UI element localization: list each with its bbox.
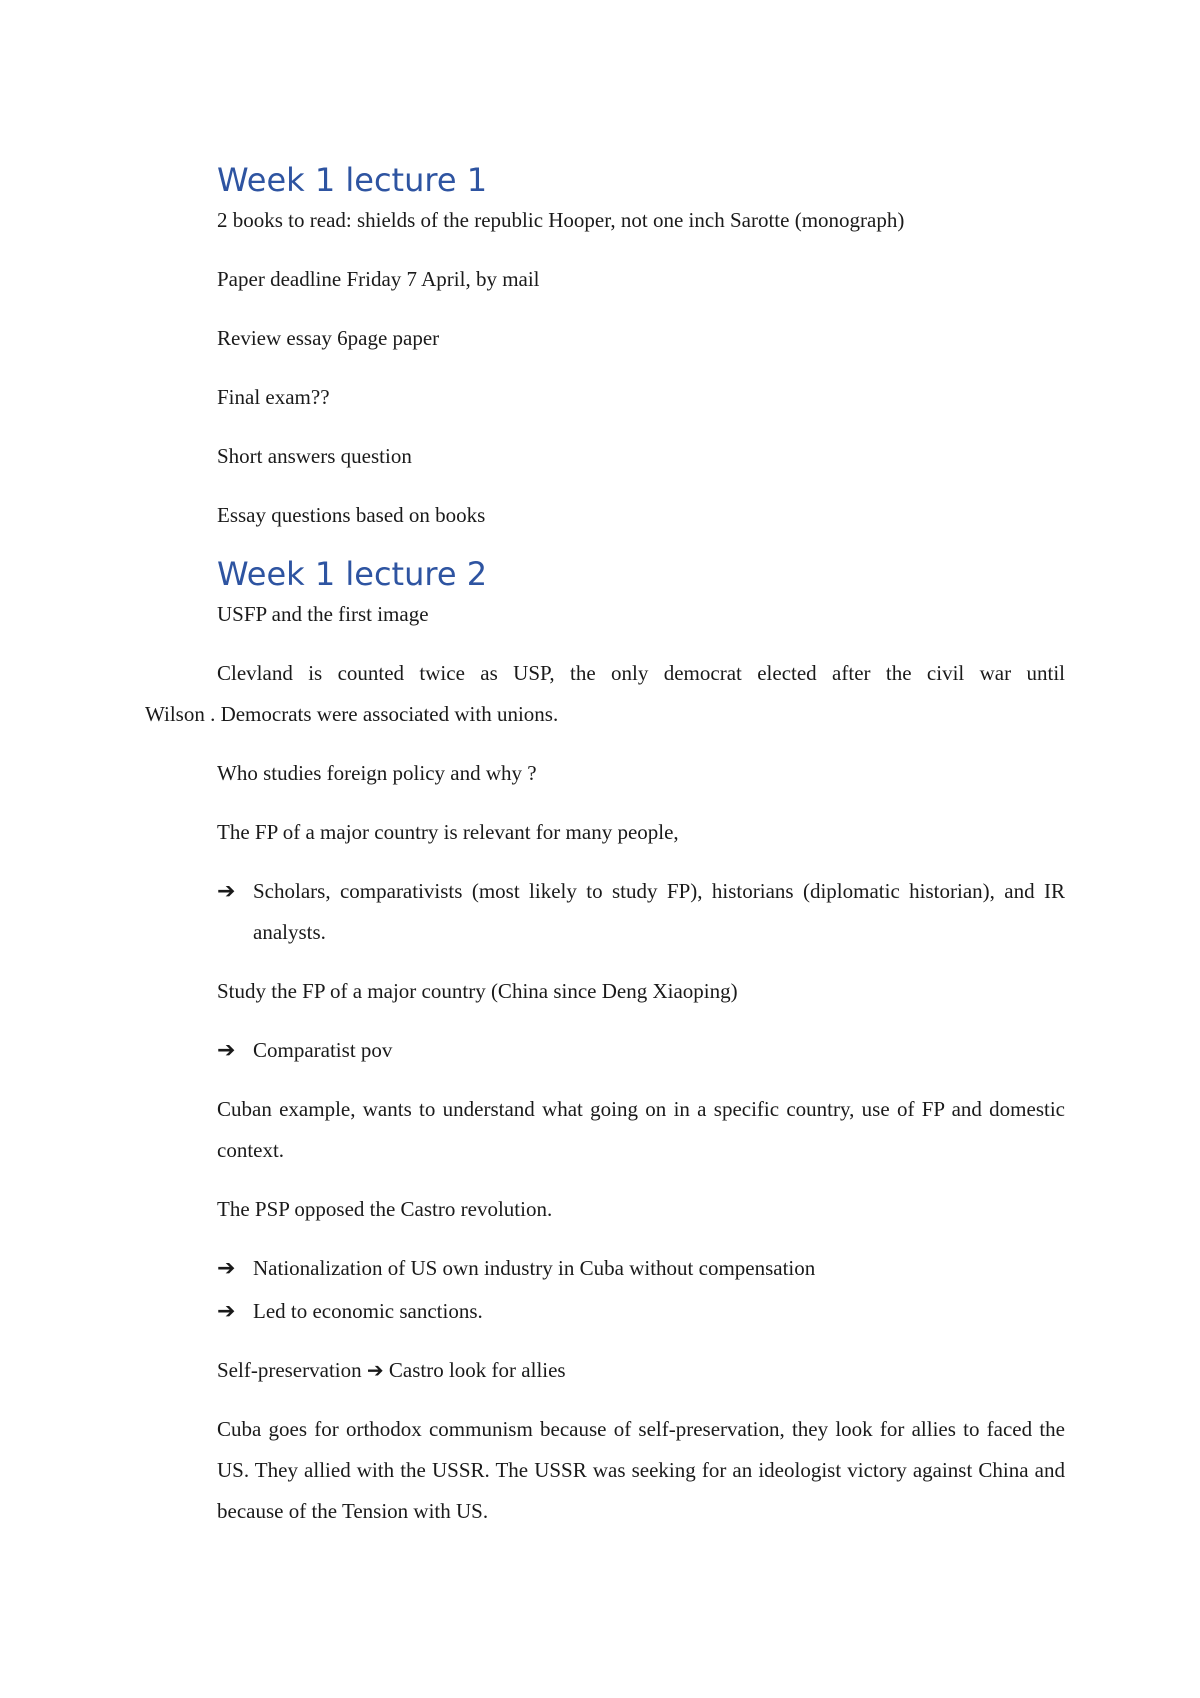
paragraph: USFP and the first image [217, 602, 429, 626]
paragraph: Review essay 6page paper [217, 326, 440, 350]
paragraph: Essay questions based on books [217, 503, 486, 527]
paragraph [145, 653, 1065, 735]
bullet-item [217, 1248, 1065, 1289]
paragraph-line: Clevland is counted twice as USP, the only democrat elected after the civil war until [217, 661, 1065, 685]
heading-week1-lecture2: Week 1 lecture 2 [217, 555, 488, 593]
paragraph: 2 books to read: shields of the republic Hooper, not one inch Sarotte (monograph) [217, 208, 905, 232]
bullet-item [217, 1291, 1065, 1332]
paragraph: Final exam?? [217, 385, 330, 409]
document-body [145, 160, 1065, 1550]
arrow-right-icon: ➔ [217, 1299, 236, 1324]
bullet-text: Led to economic sanctions. [253, 1299, 483, 1323]
arrow-right-icon: ➔ [366, 1358, 384, 1382]
bullet-text: Comparatist pov [253, 1038, 393, 1062]
heading-week1-lecture1: Week 1 lecture 1 [217, 161, 488, 199]
paragraph: Paper deadline Friday 7 April, by mail [217, 267, 540, 291]
paragraph [217, 1350, 1065, 1391]
arrow-right-icon: ➔ [217, 1038, 236, 1063]
paragraph: Study the FP of a major country (China since Deng Xiaoping) [217, 979, 738, 1003]
bullet-text: Nationalization of US own industry in Cuba without compensation [253, 1256, 816, 1280]
paragraph: Who studies foreign policy and why ? [217, 761, 537, 785]
paragraph-text: Castro look for allies [388, 1358, 566, 1382]
arrow-right-icon: ➔ [217, 879, 236, 904]
paragraph: Short answers question [217, 444, 412, 468]
paragraph: Cuban example, wants to understand what going on in a specific country, use of FP and domestic context. [217, 1097, 1065, 1162]
bullet-item [217, 871, 1065, 953]
arrow-right-icon: ➔ [217, 1256, 236, 1281]
paragraph: The FP of a major country is relevant for many people, [217, 820, 679, 844]
paragraph-text: Self-preservation [217, 1358, 362, 1382]
paragraph: The PSP opposed the Castro revolution. [217, 1197, 553, 1221]
paragraph-line: Wilson . Democrats were associated with unions. [145, 702, 559, 726]
bullet-text: Scholars, comparativists (most likely to study FP), historians (diplomatic historian), and IR analysts. [253, 879, 1065, 944]
paragraph: Cuba goes for orthodox communism because of self-preservation, they look for allies to faced the US. They allied with the USSR. The USSR was seeking for an ideologist victory against China and because of the Tension with US. [217, 1417, 1065, 1523]
bullet-item [217, 1030, 1065, 1071]
